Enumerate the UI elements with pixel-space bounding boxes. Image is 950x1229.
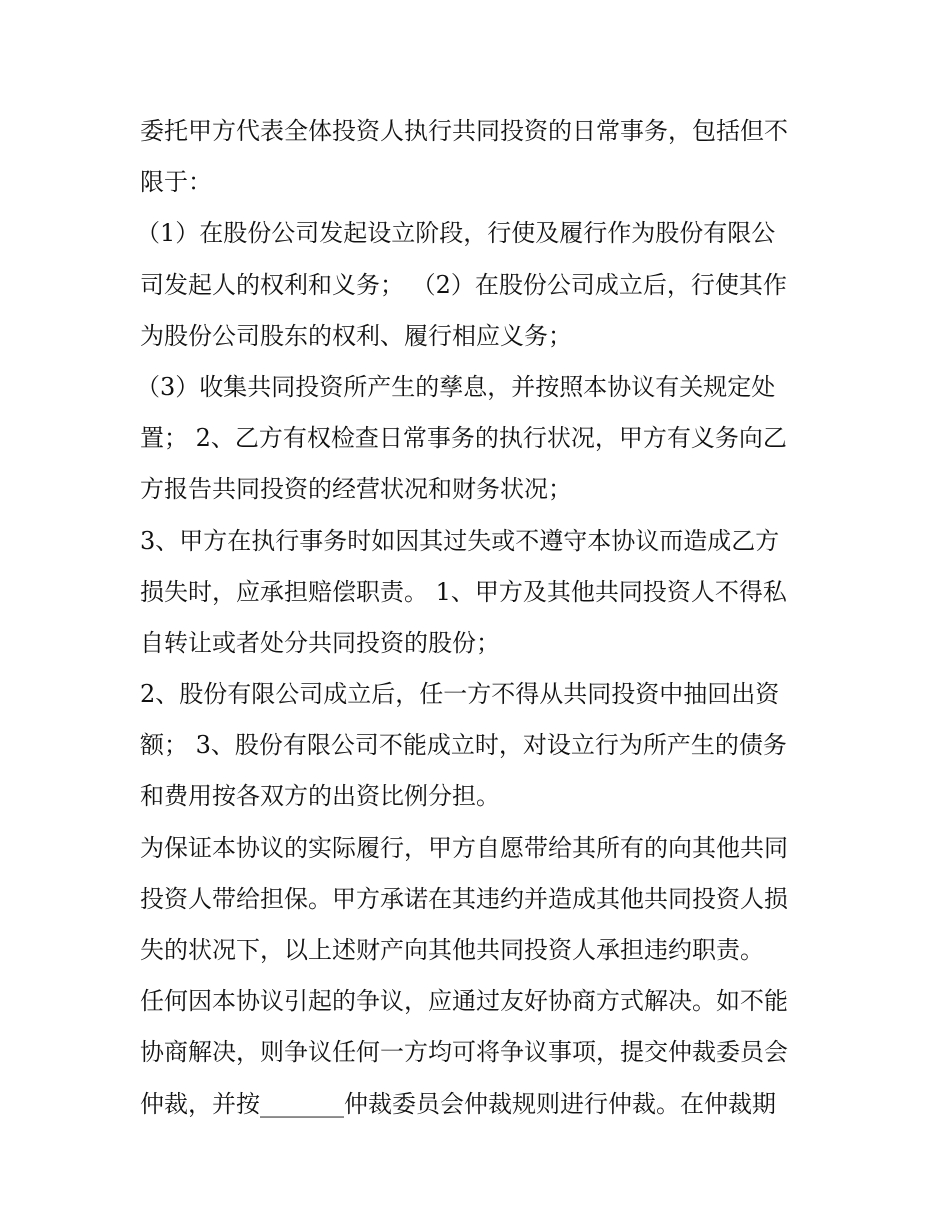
text-line: 2、股份有限公司成立后，任一方不得从共同投资中抽回出资: [140, 680, 780, 709]
text-line: 限于：: [140, 168, 212, 197]
text-line: （3）收集共同投资所产生的孳息，并按照本协议有关规定处: [136, 372, 776, 401]
text-line: 额； 3、股份有限公司不能成立时，对设立行为所产生的债务: [140, 731, 787, 760]
text-line: 司发起人的权利和义务； （2）在股份公司成立后，行使其作: [140, 270, 787, 299]
text-line: 失的状况下，以上述财产向其他共同投资人承担违约职责。: [140, 936, 764, 964]
text-line: （1）在股份公司发起设立阶段，行使及履行作为股份有限公: [136, 219, 776, 248]
text-line: 自转让或者处分共同投资的股份；: [140, 628, 500, 657]
text-line: 任何因本协议引起的争议，应通过友好协商方式解决。如不能: [140, 987, 788, 1016]
text-line: 仲裁，并按_______仲裁委员会仲裁规则进行仲裁。在仲裁期: [140, 1089, 776, 1118]
text-line: 委托甲方代表全体投资人执行共同投资的日常事务，包括但不: [140, 117, 788, 145]
text-line: 为股份公司股东的权利、履行相应义务；: [140, 321, 572, 350]
text-line: 为保证本协议的实际履行，甲方自愿带给其所有的向其他共同: [140, 833, 788, 862]
text-line: 方报告共同投资的经营状况和财务状况；: [140, 475, 572, 504]
text-line: 投资人带给担保。甲方承诺在其违约并造成其他共同投资人损: [140, 884, 788, 913]
text-line: 协商解决，则争议任何一方均可将争议事项，提交仲裁委员会: [140, 1038, 788, 1067]
text-line: 和费用按各双方的出资比例分担。: [140, 782, 500, 811]
text-line: 3、甲方在执行事务时如因其过失或不遵守本协议而造成乙方: [140, 526, 780, 555]
text-line: 置； 2、乙方有权检查日常事务的执行状况，甲方有义务向乙: [140, 424, 787, 453]
text-line: 损失时，应承担赔偿职责。 1、甲方及其他共同投资人不得私: [140, 577, 787, 606]
document-body: [136, 106, 820, 1130]
